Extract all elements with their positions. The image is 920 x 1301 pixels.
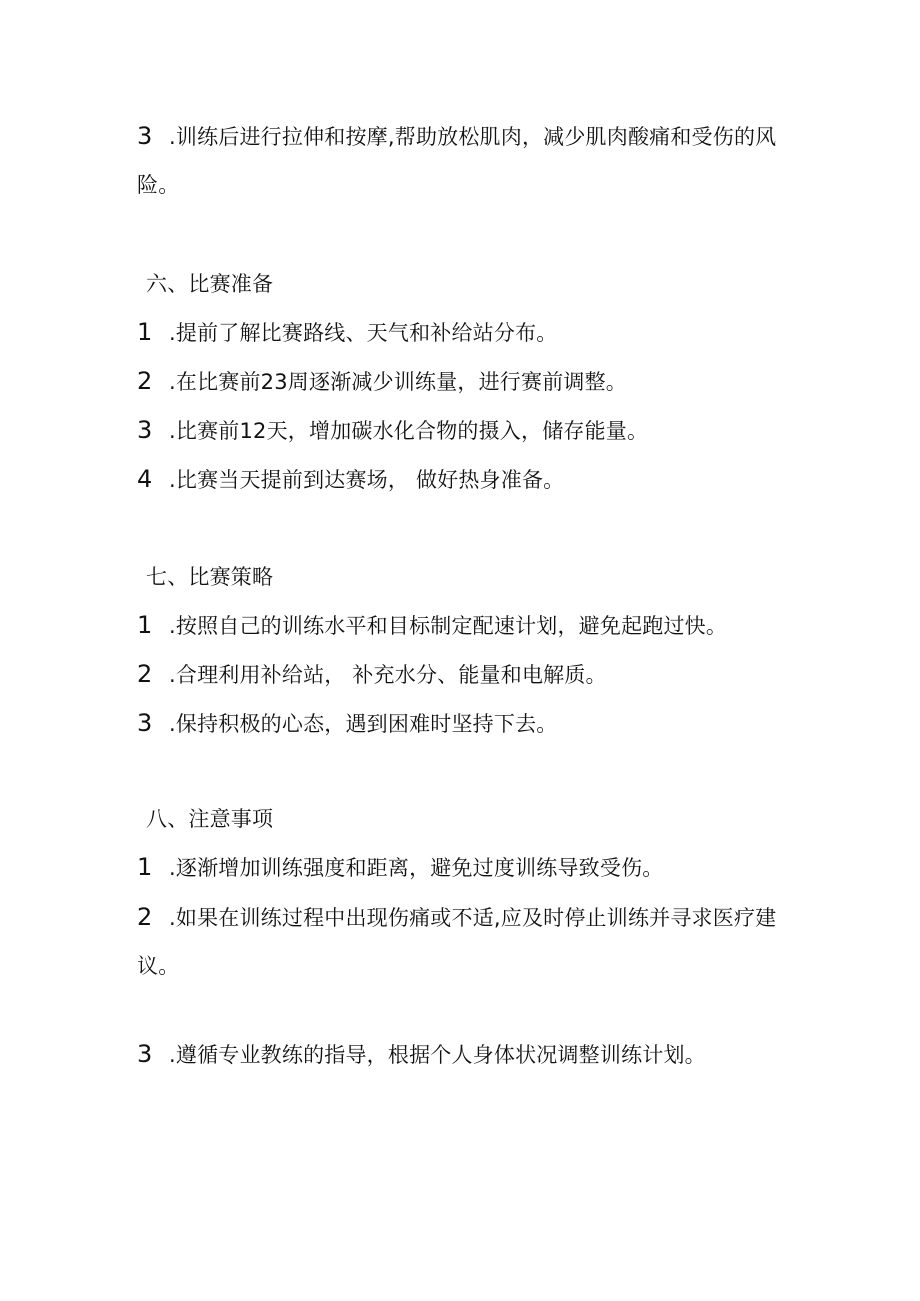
item-text: .比赛前12天，增加碳水化合物的摄入，储存能量。 (169, 419, 649, 443)
item-text: .遵循专业教练的指导，根据个人身体状况调整训练计划。 (169, 1043, 706, 1067)
item-text: .如果在训练过程中出现伤痛或不适,应及时停止训练并寻求医疗建 (169, 906, 777, 930)
item-number: 3 (137, 1040, 153, 1068)
item-number: 3 (137, 416, 153, 444)
item-text: .在比赛前23周逐渐减少训练量，进行赛前调整。 (169, 370, 627, 394)
list-item (137, 903, 776, 932)
list-item (137, 318, 557, 347)
list-item (137, 853, 663, 882)
item-number: 1 (137, 611, 153, 639)
list-item (137, 367, 627, 396)
item-text: .合理利用补给站， 补充水分、能量和电解质。 (169, 663, 607, 687)
item-number: 2 (137, 903, 153, 931)
item-text: .按照自己的训练水平和目标制定配速计划，避免起跑过快。 (169, 614, 728, 638)
list-item (137, 660, 607, 689)
item-text-continuation: 险。 (137, 173, 180, 197)
item-number: 4 (137, 465, 153, 493)
item-text-continuation: 议。 (137, 954, 180, 978)
item-number: 3 (137, 709, 153, 737)
list-item (137, 1040, 706, 1069)
item-number: 3 (137, 122, 153, 150)
item-text: .提前了解比赛路线、天气和补给站分布。 (169, 321, 558, 345)
section-heading: 八、注意事项 (146, 807, 274, 831)
section-heading: 六、比赛准备 (146, 272, 274, 296)
item-number: 1 (137, 853, 153, 881)
item-number: 2 (137, 367, 153, 395)
list-item (137, 709, 557, 738)
item-number: 2 (137, 660, 153, 688)
item-text: .保持积极的心态，遇到困难时坚持下去。 (169, 712, 558, 736)
section-heading: 七、比赛策略 (146, 565, 274, 589)
list-item (137, 122, 776, 151)
item-text: .训练后进行拉伸和按摩,帮助放松肌肉，减少肌肉酸痛和受伤的风 (169, 125, 777, 149)
list-item (137, 611, 727, 640)
item-text: .比赛当天提前到达赛场， 做好热身准备。 (169, 468, 565, 492)
item-number: 1 (137, 318, 153, 346)
list-item (137, 416, 648, 445)
list-item (137, 465, 564, 494)
item-text: .逐渐增加训练强度和距离，避免过度训练导致受伤。 (169, 856, 664, 880)
